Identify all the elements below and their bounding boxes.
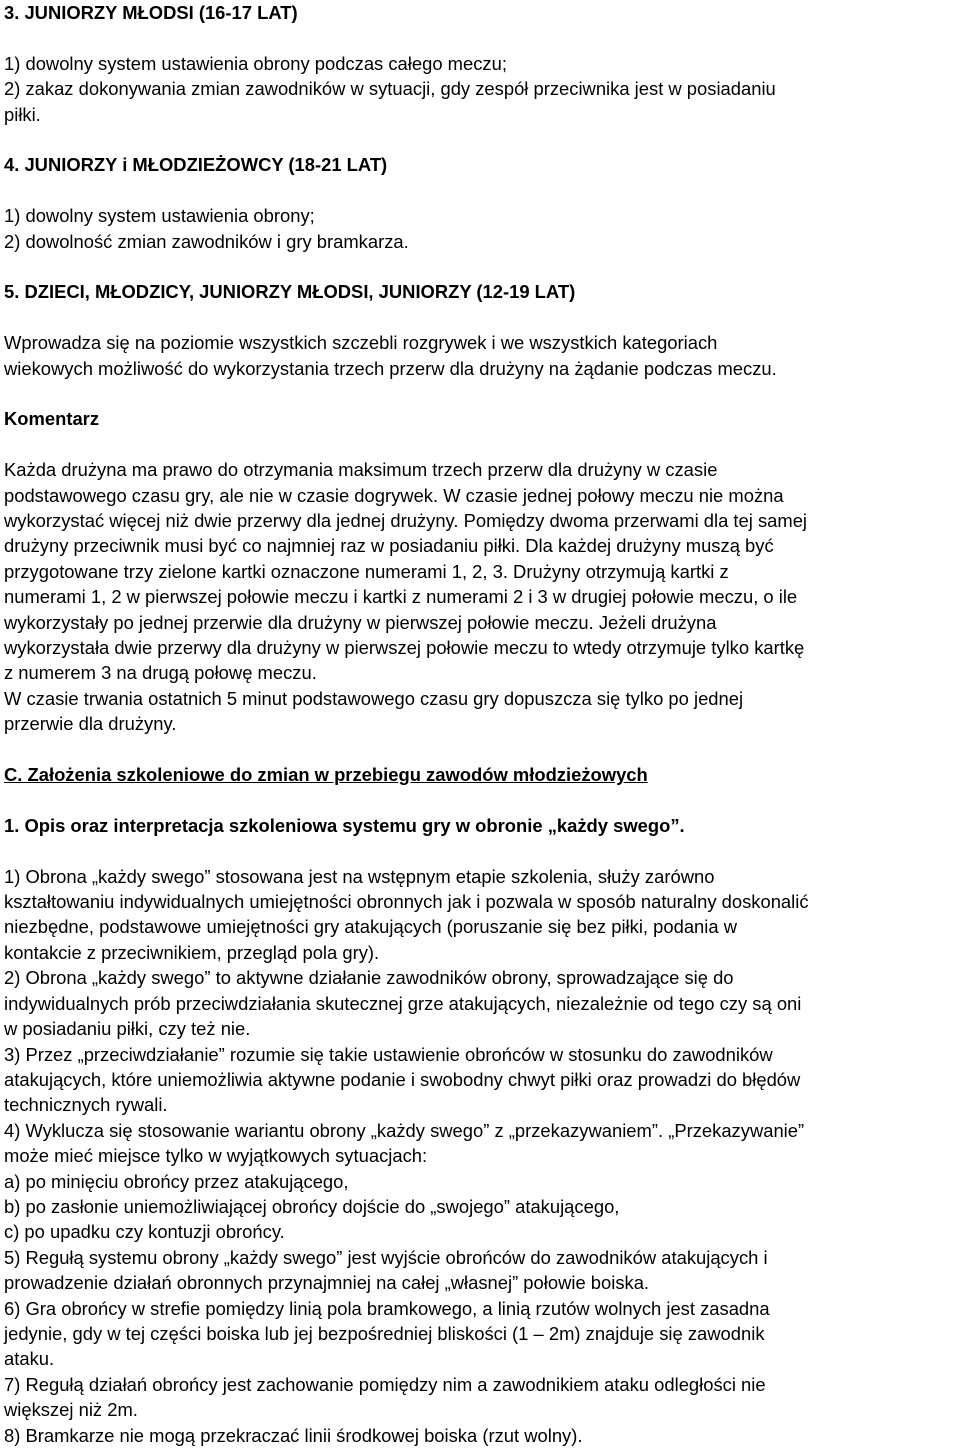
opis-line: prowadzenie działań obronnych przynajmniej na całej „własnej” połowie boiska. [4,1272,650,1294]
opis-line: 1) Obrona „każdy swego” stosowana jest na wstępnym etapie szkolenia, służy zarówno [4,865,715,887]
komentarz-line: z numerem 3 na drugą połowę meczu. [4,662,317,684]
komentarz-line: drużyny przeciwnik musi być co najmniej raz w posiadaniu piłki. Dla każdej drużyny muszą być [4,535,774,557]
opis-line: a) po minięciu obrońcy przez atakującego, [4,1170,349,1192]
opis-line: c) po upadku czy kontuzji obrońcy. [4,1221,285,1243]
opis-line: 3) Przez „przeciwdziałanie” rozumie się takie ustawienie obrońców w stosunku do zawodników [4,1043,773,1065]
spacer [4,737,956,762]
opis-line: 4) Wyklucza się stosowanie wariantu obrony „każdy swego” z „przekazywaniem”. „Przekazywanie” [4,1119,805,1141]
section-3-heading: 3. JUNIORZY MŁODSI (16-17 LAT) [4,2,298,23]
opis-line: indywidualnych prób przeciwdziałania skutecznej grze atakujących, niezależnie od tego czy są oni [4,992,802,1014]
komentarz-heading: Komentarz [4,408,100,430]
opis-line: 8) Bramkarze nie mogą przekraczać linii środkowej boiska (rzut wolny). [4,1424,583,1446]
komentarz-line: przerwie dla drużyny. [4,713,177,735]
komentarz-line: podstawowego czasu gry, ale nie w czasie dogrywek. W czasie jednej połowy meczu nie można [4,484,784,506]
opis-line: niezbędne, podstawowe umiejętności gry atakujących (poruszanie się bez piłki, podania w [4,916,737,938]
opis-line: technicznych rywali. [4,1094,168,1116]
opis-line: 7) Regułą działań obrońcy jest zachowanie pomiędzy nim a zawodnikiem ataku odległości nie [4,1373,766,1395]
section-4-line: 2) dowolność zmian zawodników i gry bramkarza. [4,230,409,252]
spacer [4,127,956,152]
komentarz-line: wykorzystać więcej niż dwie przerwy dla jednej drużyny. Pomiędzy dwoma przerwami dla tej samej [4,510,808,532]
opis-line: b) po zasłonie uniemożliwiającej obrońcy dojście do „swojego” atakującego, [4,1195,620,1217]
section-3-line: 1) dowolny system ustawienia obrony podczas całego meczu; [4,52,507,74]
opis-line: w posiadaniu piłki, czy też nie. [4,1018,251,1040]
opis-line: 5) Regułą systemu obrony „każdy swego” jest wyjście obrońców do zawodników atakujących i [4,1246,768,1268]
opis-line: większej niż 2m. [4,1399,138,1421]
opis-line: kształtowaniu indywidualnych umiejętności obronnych jak i pozwala w sposób naturalny doskonalić [4,891,809,913]
section-3-line: piłki. [4,103,41,125]
opis-line: atakujących, które uniemożliwia aktywne podanie i swobodny chwyt piłki oraz prowadzi do błędów [4,1068,801,1090]
komentarz-line: wykorzystała dwie przerwy dla drużyny w pierwszej połowie meczu to wtedy otrzymuje tylko kartkę [4,637,805,659]
section-5-line: wiekowych możliwość do wykorzystania trzech przerw dla drużyny na żądanie podczas meczu. [4,357,777,379]
spacer [4,381,956,406]
spacer [4,432,956,457]
section-4-heading: 4. JUNIORZY i MŁODZIEŻOWCY (18-21 LAT) [4,154,388,176]
komentarz-line: W czasie trwania ostatnich 5 minut podstawowego czasu gry dopuszcza się tylko po jednej [4,687,744,709]
opis-line: ataku. [4,1348,55,1370]
section-4-line: 1) dowolny system ustawienia obrony; [4,205,315,227]
section-5-heading: 5. DZIECI, MŁODZICY, JUNIORZY MŁODSI, JUNIORZY (12-19 LAT) [4,281,576,303]
spacer [4,305,956,330]
spacer [4,25,956,50]
section-1-opis-heading: 1. Opis oraz interpretacja szkoleniowa systemu gry w obronie „każdy swego”. [4,814,685,836]
opis-line: kontakcie z przeciwnikiem, przegląd pola gry). [4,941,380,963]
spacer [4,254,956,279]
opis-line: 6) Gra obrońcy w strefie pomiędzy linią pola bramkowego, a linią rzutów wolnych jest zasadna [4,1297,770,1319]
komentarz-line: numerami 1, 2 w pierwszej połowie meczu i kartki z numerami 2 i 3 w drugiej połowie meczu, o ile [4,586,798,608]
section-c-heading: C. Założenia szkoleniowe do zmian w przebiegu zawodów młodzieżowych [4,764,648,786]
section-5-line: Wprowadza się na poziomie wszystkich szczebli rozgrywek i we wszystkich kategoriach [4,332,718,354]
komentarz-line: wykorzystały po jednej przerwie dla drużyny w pierwszej połowie meczu. Jeżeli drużyna [4,611,717,633]
spacer [4,787,956,812]
opis-line: jedynie, gdy w tej części boiska lub jej bezpośredniej bliskości (1 – 2m) znajduje się zawodnik [4,1322,765,1344]
komentarz-line: Każda drużyna ma prawo do otrzymania maksimum trzech przerw dla drużyny w czasie [4,459,718,481]
komentarz-line: przygotowane trzy zielone kartki oznaczone numerami 1, 2, 3. Drużyny otrzymują kartki z [4,560,729,582]
opis-line: 2) Obrona „każdy swego” to aktywne działanie zawodników obrony, sprowadzające się do [4,967,734,989]
spacer [4,838,956,863]
opis-line: może mieć miejsce tylko w wyjątkowych sytuacjach: [4,1145,428,1167]
spacer [4,178,956,203]
section-3-line: 2) zakaz dokonywania zmian zawodników w sytuacji, gdy zespół przeciwnika jest w posiadaniu [4,78,776,100]
